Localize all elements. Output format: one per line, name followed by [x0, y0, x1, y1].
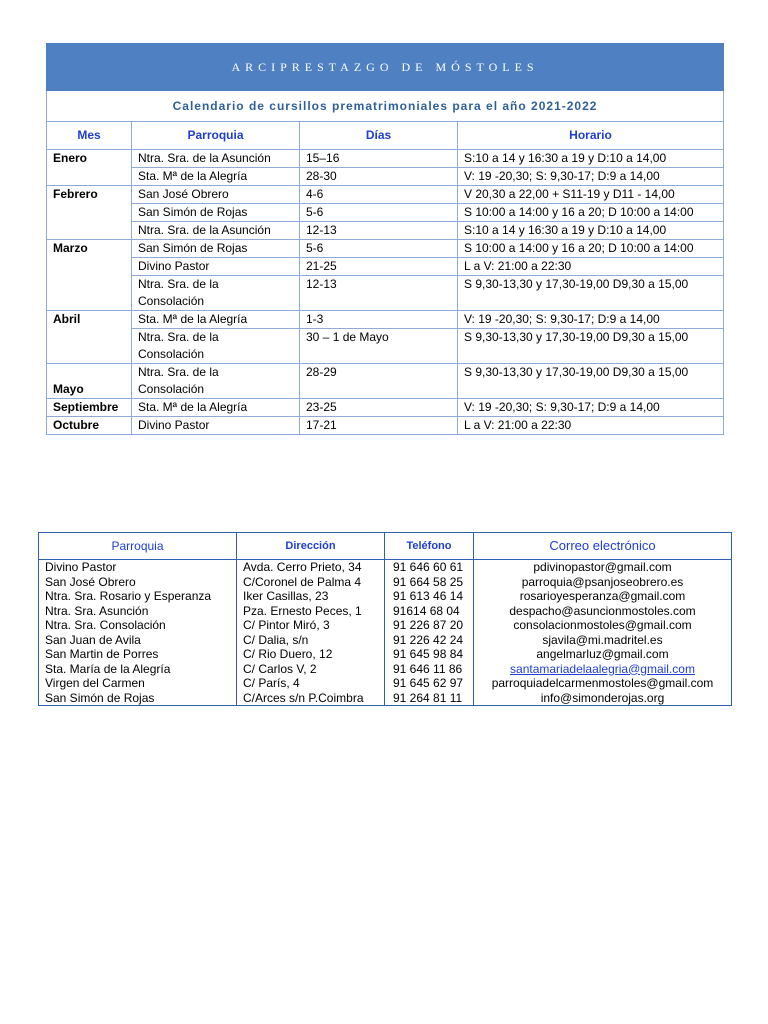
directory-header-row [39, 533, 732, 560]
schedule-row [47, 311, 724, 329]
month-cell [47, 258, 132, 276]
directory-row [39, 618, 732, 633]
schedule-row [47, 240, 724, 258]
schedule-cell: S 10:00 a 14:00 y 16 a 20; D 10:00 a 14:00 [458, 240, 724, 258]
schedule-cell: V 20,30 a 22,00 + S11-19 y D11 - 14,00 [458, 186, 724, 204]
schedule-row [47, 168, 724, 186]
directory-row [39, 633, 732, 648]
schedule-subtitle: Calendario de cursillos prematrimoniales para el año 2021-2022 [47, 91, 724, 122]
schedule-cell: V: 19 -20,30; S: 9,30-17; D:9 a 14,00 [458, 168, 724, 186]
parish-name: Ntra. Sra. Asunción [39, 604, 237, 619]
phone: 91 613 46 14 [385, 589, 474, 604]
address: Avda. Cerro Prieto, 34 [237, 560, 385, 575]
page-title: ARCIPRESTAZGO DE MÓSTOLES [47, 44, 724, 91]
parish-name: San José Obrero [39, 575, 237, 590]
col-header-correo: Correo electrónico [474, 533, 732, 560]
days-cell: 30 – 1 de Mayo [300, 329, 458, 364]
schedule-cell: S 10:00 a 14:00 y 16 a 20; D 10:00 a 14:00 [458, 204, 724, 222]
email: angelmarluz@gmail.com [474, 647, 732, 662]
phone: 91 645 98 84 [385, 647, 474, 662]
days-cell: 23-25 [300, 399, 458, 417]
directory-row [39, 589, 732, 604]
parish-cell: Sta. Mª de la Alegría [132, 168, 300, 186]
schedule-row [47, 329, 724, 364]
schedule-row [47, 258, 724, 276]
month-cell [47, 168, 132, 186]
schedule-cell: S 9,30-13,30 y 17,30-19,00 D9,30 a 15,00 [458, 364, 724, 399]
directory-row [39, 676, 732, 691]
col-header-telefono: Teléfono [385, 533, 474, 560]
month-cell: Octubre [47, 417, 132, 435]
email: sjavila@mi.madritel.es [474, 633, 732, 648]
days-cell: 28-29 [300, 364, 458, 399]
month-cell [47, 276, 132, 311]
phone: 91 664 58 25 [385, 575, 474, 590]
address: C/Arces s/n P.Coimbra [237, 691, 385, 706]
email: rosarioyesperanza@gmail.com [474, 589, 732, 604]
address: Pza. Ernesto Peces, 1 [237, 604, 385, 619]
schedule-cell: V: 19 -20,30; S: 9,30-17; D:9 a 14,00 [458, 399, 724, 417]
parish-cell: Divino Pastor [132, 417, 300, 435]
parish-name: Ntra. Sra. Rosario y Esperanza [39, 589, 237, 604]
col-header-parroquia: Parroquia [132, 122, 300, 150]
col-header-mes: Mes [47, 122, 132, 150]
schedule-row [47, 150, 724, 168]
schedule-cell: S 9,30-13,30 y 17,30-19,00 D9,30 a 15,00 [458, 276, 724, 311]
email: parroquiadelcarmenmostoles@gmail.com [474, 676, 732, 691]
month-cell: Enero [47, 150, 132, 168]
schedule-table [46, 43, 724, 435]
parish-cell: Ntra. Sra. de la Consolación [132, 364, 300, 399]
days-cell: 12-13 [300, 276, 458, 311]
schedule-cell: L a V: 21:00 a 22:30 [458, 258, 724, 276]
month-cell: Septiembre [47, 399, 132, 417]
month-cell: Marzo [47, 240, 132, 258]
email-cell [474, 662, 732, 677]
email: consolacionmostoles@gmail.com [474, 618, 732, 633]
days-cell: 28-30 [300, 168, 458, 186]
col-header-dias: Días [300, 122, 458, 150]
address: C/ Carlos V, 2 [237, 662, 385, 677]
schedule-row [47, 364, 724, 399]
days-cell: 21-25 [300, 258, 458, 276]
parish-cell: San Simón de Rojas [132, 204, 300, 222]
directory-row [39, 604, 732, 619]
parish-name: Virgen del Carmen [39, 676, 237, 691]
days-cell: 1-3 [300, 311, 458, 329]
schedule-cell: S:10 a 14 y 16:30 a 19 y D:10 a 14,00 [458, 150, 724, 168]
days-cell: 15–16 [300, 150, 458, 168]
parish-name: Ntra. Sra. Consolación [39, 618, 237, 633]
col-header-parroquia: Parroquia [39, 533, 237, 560]
phone: 91614 68 04 [385, 604, 474, 619]
month-cell: Abril [47, 311, 132, 329]
phone: 91 646 11 86 [385, 662, 474, 677]
schedule-row [47, 276, 724, 311]
address: C/ Rio Duero, 12 [237, 647, 385, 662]
schedule-row [47, 399, 724, 417]
month-cell [47, 329, 132, 364]
phone: 91 646 60 61 [385, 560, 474, 575]
month-cell: Mayo [47, 364, 132, 399]
address: C/ Pintor Miró, 3 [237, 618, 385, 633]
month-cell [47, 222, 132, 240]
parish-name: San Simón de Rojas [39, 691, 237, 706]
email: despacho@asuncionmostoles.com [474, 604, 732, 619]
parish-cell: San José Obrero [132, 186, 300, 204]
schedule-cell: V: 19 -20,30; S: 9,30-17; D:9 a 14,00 [458, 311, 724, 329]
col-header-direccion: Dirección [237, 533, 385, 560]
email: pdivinopastor@gmail.com [474, 560, 732, 575]
parish-cell: Sta. Mª de la Alegría [132, 311, 300, 329]
directory-row [39, 662, 732, 677]
schedule-row [47, 417, 724, 435]
address: C/ Dalia, s/n [237, 633, 385, 648]
parish-cell: Ntra. Sra. de la Consolación [132, 329, 300, 364]
schedule-cell: S:10 a 14 y 16:30 a 19 y D:10 a 14,00 [458, 222, 724, 240]
directory-row [39, 560, 732, 575]
days-cell: 12-13 [300, 222, 458, 240]
schedule-row [47, 222, 724, 240]
col-header-horario: Horario [458, 122, 724, 150]
address: Iker Casillas, 23 [237, 589, 385, 604]
parish-cell: Ntra. Sra. de la Asunción [132, 150, 300, 168]
directory-table [38, 532, 732, 706]
address: C/ París, 4 [237, 676, 385, 691]
phone: 91 226 87 20 [385, 618, 474, 633]
month-cell: Febrero [47, 186, 132, 204]
month-cell [47, 204, 132, 222]
parish-cell: Ntra. Sra. de la Asunción [132, 222, 300, 240]
parish-cell: Sta. Mª de la Alegría [132, 399, 300, 417]
days-cell: 5-6 [300, 240, 458, 258]
parish-name: Divino Pastor [39, 560, 237, 575]
parish-cell: Divino Pastor [132, 258, 300, 276]
schedule-row [47, 204, 724, 222]
parish-cell: Ntra. Sra. de la Consolación [132, 276, 300, 311]
email: parroquia@psanjoseobrero.es [474, 575, 732, 590]
days-cell: 5-6 [300, 204, 458, 222]
phone: 91 264 81 11 [385, 691, 474, 706]
days-cell: 17-21 [300, 417, 458, 435]
parish-name: Sta. María de la Alegría [39, 662, 237, 677]
days-cell: 4-6 [300, 186, 458, 204]
phone: 91 645 62 97 [385, 676, 474, 691]
directory-row [39, 691, 732, 706]
email: info@simonderojas.org [474, 691, 732, 706]
address: C/Coronel de Palma 4 [237, 575, 385, 590]
parish-cell: San Simón de Rojas [132, 240, 300, 258]
directory-row [39, 647, 732, 662]
parish-name: San Martin de Porres [39, 647, 237, 662]
schedule-row [47, 186, 724, 204]
parish-name: San Juan de Avila [39, 633, 237, 648]
directory-row [39, 575, 732, 590]
schedule-cell: S 9,30-13,30 y 17,30-19,00 D9,30 a 15,00 [458, 329, 724, 364]
phone: 91 226 42 24 [385, 633, 474, 648]
schedule-cell: L a V: 21:00 a 22:30 [458, 417, 724, 435]
email-link[interactable]: santamariadelaalegria@gmail.com [510, 661, 695, 676]
schedule-header-row [47, 122, 724, 150]
